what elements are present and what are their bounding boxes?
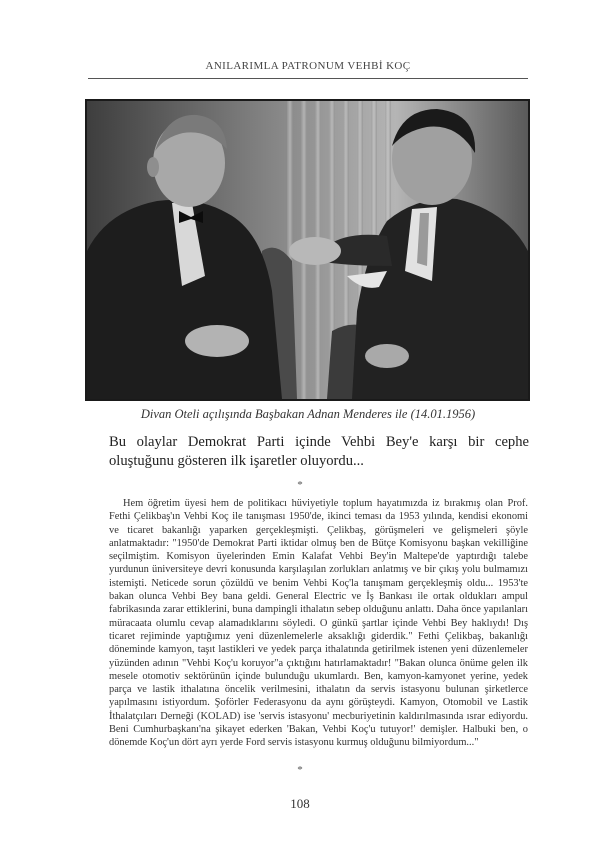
lead-paragraph: Bu olaylar Demokrat Parti içinde Vehbi Bey'e karşı bir cephe oluştuğunu gösteren ilk işaretler oluyordu... bbox=[109, 434, 529, 469]
photo-caption: Divan Oteli açılışında Başbakan Adnan Menderes ile (14.01.1956) bbox=[140, 407, 476, 421]
section-separator: * bbox=[297, 479, 303, 491]
header-rule bbox=[88, 78, 528, 79]
section-separator-end: * bbox=[297, 764, 303, 776]
body-paragraph: Hem öğretim üyesi hem de politikacı hüviyetiyle toplum hayatımızda iz bırakmış olan Prof. Fethi Çelikbaş'ın Vehbi Koç ile tanışması 1950'de, ikinci teması da 1953 yılında, kendisi ekonomi ve ticaret bakanlığı yaparken gerçekleşmişti. Çelikbaş, görüşmeleri ve gelişmeleri şöyle anlatmaktadır: "1950'de Demokrat Parti iktidar olmuş ben de Bütçe Komisyonu başkan vekilliğine seçilmiştim. Komisyon üyelerinden Emin Kalafat Vehbi Bey'in Maltepe'de yaptırdığı talebe yurdunun üniversiteye devri konusunda karşılaşılan zorlukları anlatmış ve bir çıkış yolu bulmamızı istemişti. Neticede sorun çözüldü ve benim Vehbi Koç'la tanışmam gerçekleşmiş oldu... 1953'te bakan olunca Vehbi Bey bana geldi. General Electric ve İş Bankası ile ortak oldukları ampul fabrikasında zarar ettiklerini, buna dampingli ithalatın sebep olduğunu anlattı. Daha önce yapılanları müracaata olumlu cevap alamadıklarını söyledi. O günkü şartlar içinde Vehbi Bey haklıydı! Dış ticaret rejiminde yaptığımız yeni düzenlemelerle aksaklığı giderdik." Fethi Çelikbaş, bakanlığı döneminde kamyon, taşıt lastikleri ve yedek parça ithalatında getirilmek istenen yeni düzenlemeler yüzünden adının "Vehbi Koç'u koruyor"a çıktığını hatırlamaktadır! "Bakan olunca önüme gelen ilk mesele otomotiv sektörünün içinde bulunduğu ukumlardı. Ben, kamyon-kamyonet yerine, yedek parça ve lastik ithalatına öncelik verilmesini, ithalatın da servis istasyonu bulunan şirketlerce yapılmasını istiyordum. Şoförler Federasyonu da aynı görüşteydi. Kamyon, Otomobil ve Lastik İthalatçıları Derneği (KOLAD) ise 'servis istasyonu' mecburiyetinin kaldırılmasında ısrar ediyordu. Beni Cumhurbaşkanı'na şikayet ederken 'Bakan, Vehbi Koç'u tutuyor!' demişler. Halbuki ben, o dönemde Koç'un dört ayrı yerde Ford servis istasyonu kurmuş olduğunu bilmiyordum..." bbox=[109, 498, 528, 749]
page-number: 108 bbox=[290, 796, 310, 811]
running-head: ANILARIMLA PATRONUM VEHBİ KOÇ bbox=[205, 60, 411, 72]
historical-photo bbox=[85, 99, 530, 401]
